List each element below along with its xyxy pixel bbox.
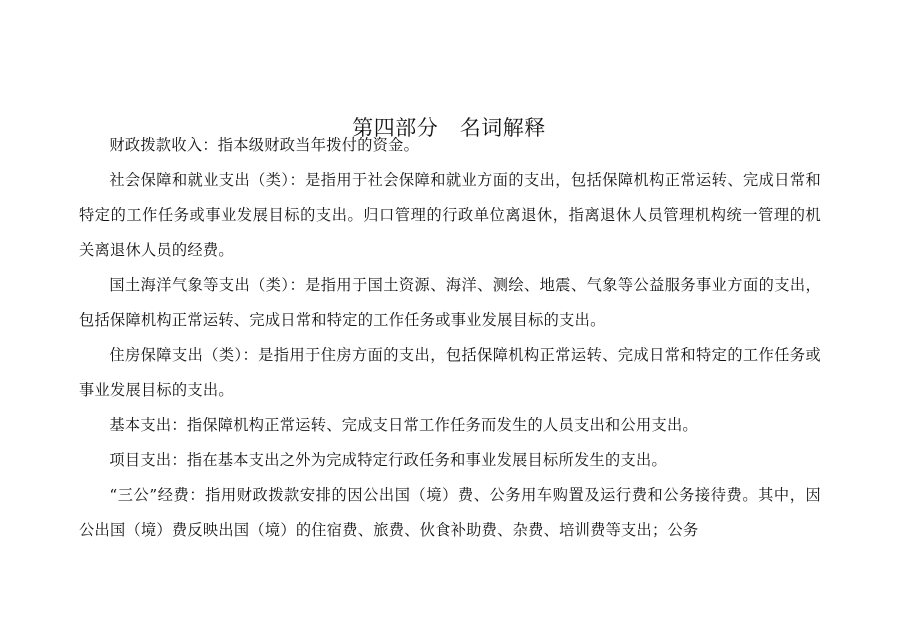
paragraph-housing-security: 住房保障支出（类）：是指用于住房方面的支出，包括保障机构正常运转、完成日常和特定的工作任务或事业发展目标的支出。 <box>79 346 821 399</box>
paragraph-three-public-expenses: “三公”经费：指用财政拨款安排的因公出国（境）费、公务用车购置及运行费和公务接待费。其中，因公出国（境）费反映出国（境）的住宿费、旅费、伙食补助费、杂费、培训费等支出；公务 <box>79 486 821 539</box>
paragraph-fiscal-appropriation-income: 财政拨款收入：指本级财政当年拨付的资金。 <box>109 136 420 154</box>
page-title: 第四部分 名词解释 <box>352 116 546 141</box>
paragraph-basic-expenditure: 基本支出：指保障机构正常运转、完成支日常工作任务而发生的人员支出和公用支出。 <box>109 416 698 434</box>
paragraph-social-security-employment: 社会保障和就业支出（类）：是指用于社会保障和就业方面的支出，包括保障机构正常运转、完成日常和特定的工作任务或事业发展目标的支出。归口管理的行政单位离退休，指离退休人员管理机构统一管理的机关离退休人员的经费。 <box>79 171 821 259</box>
paragraph-project-expenditure: 项目支出：指在基本支出之外为完成特定行政任务和事业发展目标所发生的支出。 <box>109 451 667 469</box>
paragraph-land-ocean-meteorology: 国土海洋气象等支出（类）：是指用于国土资源、海洋、测绘、地震、气象等公益服务事业方面的支出，包括保障机构正常运转、完成日常和特定的工作任务或事业发展目标的支出。 <box>79 276 821 329</box>
